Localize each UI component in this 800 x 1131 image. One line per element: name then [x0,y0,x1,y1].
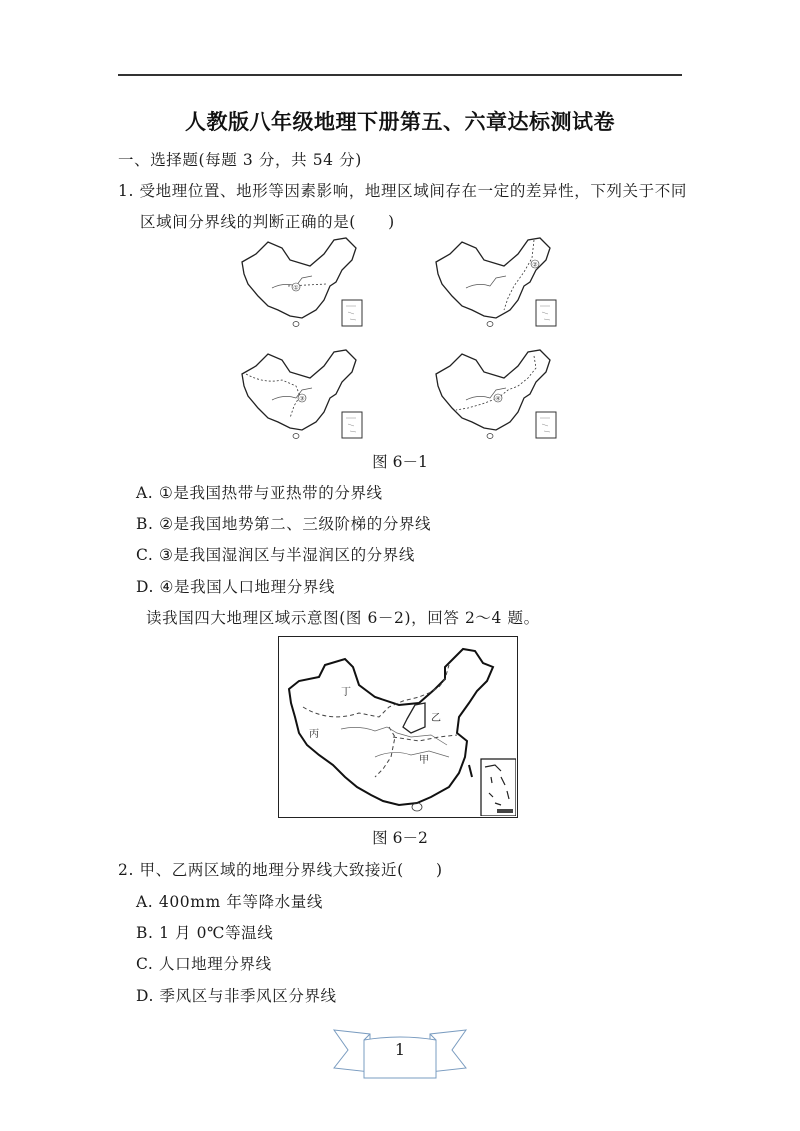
question-number: 1. [118,182,134,200]
option-d[interactable] [136,984,337,1006]
figure-caption-6-2: 图 6－2 [372,829,428,847]
option-text: ③是我国湿润区与半湿润区的分界线 [158,546,415,564]
reading-intro: 读我国四大地理区域示意图(图 6－2)，回答 2～4 题。 [146,609,540,627]
option-letter: C. [136,546,154,564]
option-a[interactable] [136,890,323,912]
option-text: 人口地理分界线 [158,955,272,973]
china-map-3 [238,346,368,446]
china-map-1 [238,234,368,334]
svg-text:④: ④ [495,395,501,403]
option-text: ②是我国地势第二、三级阶梯的分界线 [159,515,432,533]
option-c[interactable] [136,543,415,565]
option-text: 季风区与非季风区分界线 [159,987,337,1005]
question-1-line-1 [118,179,687,201]
china-regions-svg [279,637,516,816]
section-heading: 一、选择题(每题 3 分，共 54 分) [118,151,362,169]
option-a[interactable] [136,481,383,503]
china-map-4 [432,346,562,446]
option-letter: A. [136,484,154,502]
option-letter: D. [136,987,155,1005]
header-rule [118,74,682,76]
option-letter: A. [136,893,154,911]
option-letter: D. [136,578,155,596]
document-title: 人教版八年级地理下册第五、六章达标测试卷 [185,110,615,134]
option-text: 1 月 0℃等温线 [159,924,274,942]
option-text: ①是我国热带与亚热带的分界线 [158,484,383,502]
option-letter: C. [136,955,154,973]
option-text: 400mm 年等降水量线 [158,893,323,911]
page-number: 1 [394,1040,406,1059]
option-letter: B. [136,515,154,533]
figure-caption-6-1: 图 6－1 [372,453,428,471]
svg-text:①: ① [293,284,299,292]
question-text: 甲、乙两区域的地理分界线大致接近( ) [139,861,443,879]
svg-text:③: ③ [299,395,305,403]
option-b[interactable] [136,921,273,943]
svg-text:丙: 丙 [309,729,319,740]
svg-text:乙: 乙 [431,713,441,724]
option-d[interactable] [136,575,335,597]
four-regions-map [278,636,518,818]
svg-text:②: ② [532,261,538,269]
question-number: 2. [118,861,134,879]
question-1-line-2: 区域间分界线的判断正确的是( ) [140,213,395,231]
svg-text:丁: 丁 [341,687,351,698]
option-b[interactable] [136,512,431,534]
question-text: 受地理位置、地形等因素影响，地理区域间存在一定的差异性，下列关于不同 [139,182,687,200]
option-text: ④是我国人口地理分界线 [159,578,336,596]
question-2 [118,858,443,880]
china-map-2 [432,234,562,334]
svg-text:甲: 甲 [419,755,429,766]
option-letter: B. [136,924,154,942]
option-c[interactable] [136,952,272,974]
